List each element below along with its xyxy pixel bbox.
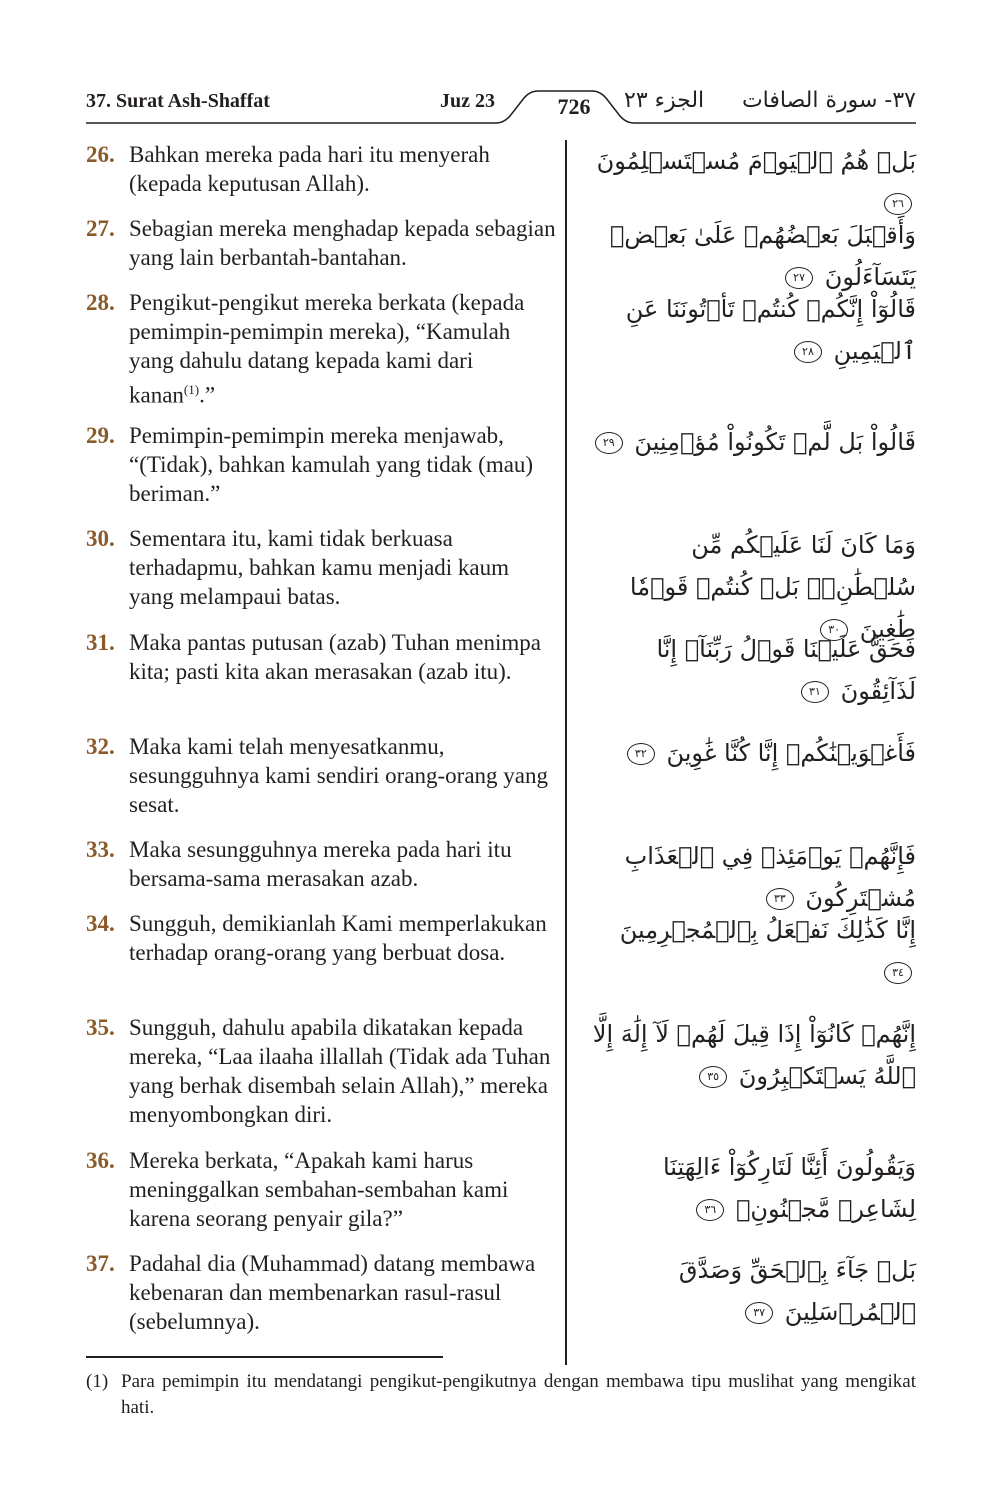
verse-arabic [590, 214, 916, 298]
verse-translation: Pemimpin-pemimpin mereka menjawab, “(Tidak), bahkan kamulah yang tidak (mau) beriman.” [129, 423, 534, 506]
ayah-end-mark: ٢٨ [794, 341, 822, 363]
verse-arabic [590, 1013, 916, 1097]
verse-translation: Bahkan mereka pada hari itu menyerah (kepada keputusan Allah). [129, 142, 490, 196]
verse-arabic [590, 909, 916, 993]
verse-translation: Sementara itu, kami tidak berkuasa terhadapmu, bahkan kamu menjadi kaum yang melampaui batas. [129, 526, 510, 609]
verse-arabic [590, 421, 916, 463]
verse-number: 30. [86, 526, 115, 551]
footnote-text: Para pemimpin itu mendatangi pengikut-pengikutnya dengan membawa tipu muslihat yang mengikat hati. [121, 1371, 916, 1418]
ayah-end-mark: ٣٣ [766, 888, 794, 910]
ayah-end-mark: ٢٦ [884, 193, 912, 215]
verse-number: 35. [86, 1015, 115, 1040]
verse-arabic [590, 732, 916, 774]
verse-number: 28. [86, 290, 115, 315]
arabic-text: قَالُوٓاْ إِنَّكُمۡ كُنتُمۡ تَأۡتُونَنَا عَنِ ٱلۡيَمِينِ [625, 295, 916, 365]
footnote-ref: (1) [183, 382, 200, 397]
arabic-text: إِنَّا كَذَٰلِكَ نَفۡعَلُ بِٱلۡمُجۡرِمِينَ [619, 916, 916, 944]
translation-text: Pengikut-pengikut mereka berkata (kepada pemimpin-pemimpin mereka), “Kamulah yang dahulu datang kepada kami dari kanan [129, 290, 525, 408]
arabic-text: قَالُواْ بَل لَّمۡ تَكُونُواْ مُؤۡمِنِينَ [634, 428, 916, 456]
ayah-end-mark: ٣٤ [884, 962, 912, 984]
ayah-end-mark: ٢٩ [595, 432, 623, 454]
arabic-text: وَأَقۡبَلَ بَعۡضُهُمۡ عَلَىٰ بَعۡضٖ يَتَسَآءَلُونَ [609, 221, 916, 291]
column-divider [565, 140, 567, 1365]
verse-number: 29. [86, 423, 115, 448]
footnote-rule [86, 1356, 443, 1358]
ayah-end-mark: ٣٢ [627, 743, 655, 765]
verse-number: 26. [86, 142, 115, 167]
header-juz-arabic: الجزء ٢٣ [624, 88, 705, 113]
arabic-text: إِنَّهُمۡ كَانُوٓاْ إِذَا قِيلَ لَهُمۡ لَآ إِلَٰهَ إِلَّا ٱللَّهُ يَسۡتَكۡبِرُونَ [592, 1020, 916, 1090]
header-surah-arabic: ٣٧- سورة الصافات [741, 88, 916, 113]
verse-number: 34. [86, 911, 115, 936]
ayah-end-mark: ٣١ [801, 681, 829, 703]
verse-translation: Maka pantas putusan (azab) Tuhan menimpa kita; pasti kita akan merasakan (azab itu). [129, 630, 541, 684]
verse-translation: Sungguh, dahulu apabila dikatakan kepada mereka, “Laa ilaaha illallah (Tidak ada Tuhan yang berhak disembah selain Allah),” mereka menyombongkan diri. [129, 1015, 551, 1127]
verse-arabic [590, 1146, 916, 1230]
arabic-text: وَمَا كَانَ لَنَا عَلَيۡكُم مِّن سُلۡطَٰنِۭۖ بَلۡ كُنتُمۡ قَوۡمٗا طَٰغِينَ [629, 531, 916, 643]
verse-translation: Maka sesungguhnya mereka pada hari itu bersama-sama merasakan azab. [129, 837, 512, 891]
verse-number: 37. [86, 1251, 115, 1276]
header-juz: Juz 23 [440, 90, 495, 112]
verse-number: 32. [86, 734, 115, 759]
page-number: 726 [557, 94, 591, 119]
verse-translation: Padahal dia (Muhammad) datang membawa kebenaran dan membenarkan rasul-rasul (sebelumnya). [129, 1251, 536, 1334]
verse-translation: Sungguh, demikianlah Kami memperlakukan terhadap orang-orang yang berbuat dosa. [129, 911, 547, 965]
verse-arabic [590, 628, 916, 712]
arabic-text: وَيَقُولُونَ أَئِنَّا لَتَارِكُوٓاْ ءَالِهَتِنَا لِشَاعِرٖ مَّجۡنُونِۭ [662, 1153, 916, 1223]
header-surah-title: 37. Surat Ash-Shaffat [86, 90, 270, 112]
ayah-end-mark: ٣٧ [745, 1302, 773, 1324]
verse-translation [129, 288, 559, 410]
verse-number: 31. [86, 630, 115, 655]
ayah-end-mark: ٣٥ [699, 1066, 727, 1088]
verse-number: 33. [86, 837, 115, 862]
arabic-text: بَلۡ هُمُ ٱلۡيَوۡمَ مُسۡتَسۡلِمُونَ [596, 147, 916, 175]
arabic-text: فَحَقَّ عَلَيۡنَا قَوۡلُ رَبِّنَآۖ إِنَّا لَذَآئِقُونَ [656, 635, 916, 705]
verse-number: 27. [86, 216, 115, 241]
page-header [86, 88, 916, 124]
ayah-end-mark: ٣٦ [696, 1199, 724, 1221]
verse-arabic [590, 288, 916, 372]
verse-arabic [590, 140, 916, 224]
verse-translation: Sebagian mereka menghadap kepada sebagian yang lain berbantah-bantahan. [129, 216, 556, 270]
arabic-text: بَلۡ جَآءَ بِٱلۡحَقِّ وَصَدَّقَ ٱلۡمُرۡسَلِينَ [678, 1256, 916, 1326]
ayah-end-mark: ٢٧ [785, 267, 813, 289]
arabic-text: فَإِنَّهُمۡ يَوۡمَئِذٖ فِي ٱلۡعَذَابِ مُشۡتَرِكُونَ [624, 842, 916, 912]
verse-arabic [590, 835, 916, 919]
verse-arabic [590, 1249, 916, 1333]
verse-number: 36. [86, 1148, 115, 1173]
verse-translation: Mereka berkata, “Apakah kami harus meninggalkan sembahan-sembahan kami karena seorang penyair gila?” [129, 1148, 509, 1231]
footnote-mark: (1) [86, 1371, 109, 1392]
translation-end: .” [199, 382, 216, 408]
verse-translation: Maka kami telah menyesatkanmu, sesungguhnya kami sendiri orang-orang yang sesat. [129, 734, 549, 817]
arabic-text: فَأَغۡوَيۡنَٰكُمۡ إِنَّا كُنَّا غَٰوِينَ [666, 739, 916, 767]
footnote [86, 1369, 916, 1421]
ayah-end-mark: ٣٠ [820, 619, 848, 641]
